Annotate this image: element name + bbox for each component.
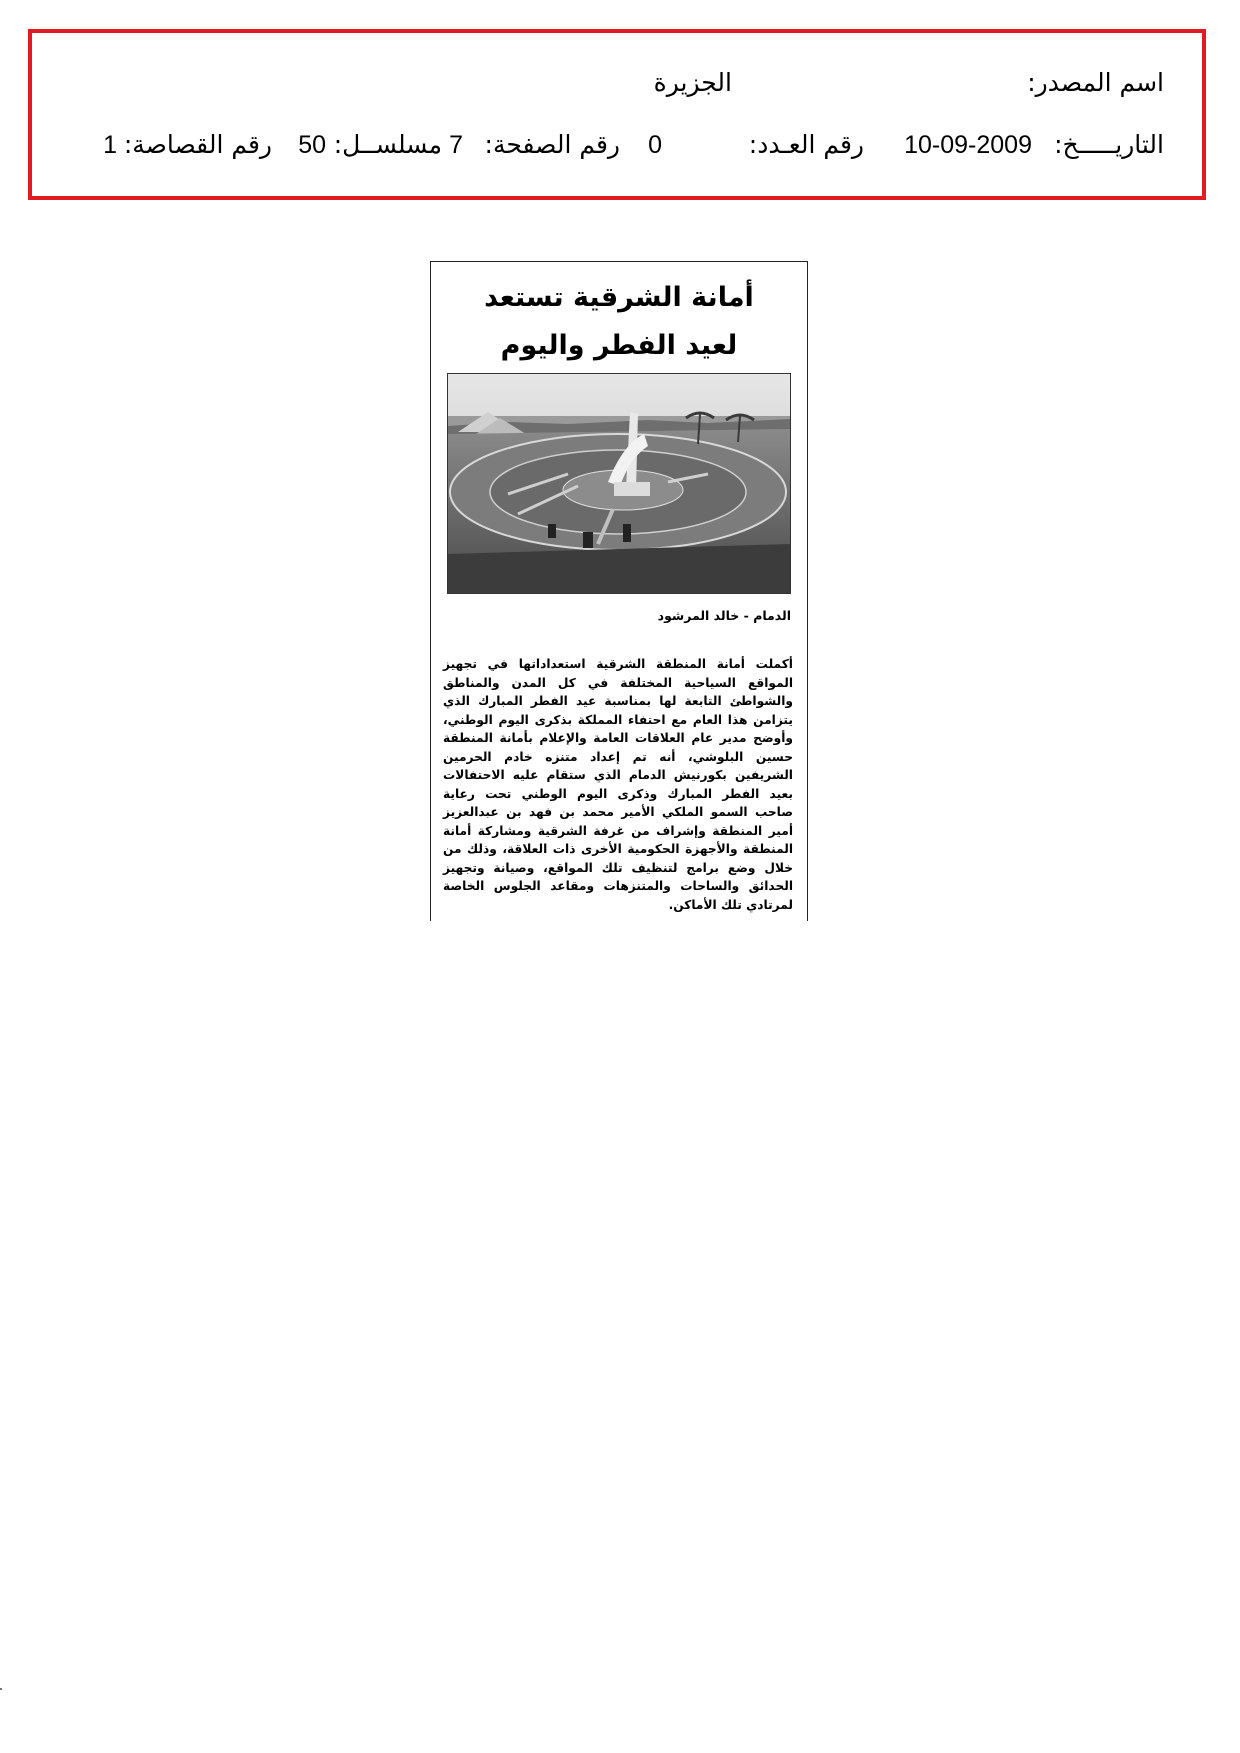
clipping-number-label: رقم القصاصة: (123, 130, 272, 159)
metadata-row-details (32, 125, 1202, 165)
issue-label: رقم العـدد: (748, 130, 864, 159)
corniche-monument-photo (448, 374, 790, 593)
page-value: 7 (449, 131, 463, 159)
article-photo (447, 373, 791, 594)
date-value: 10-09-2009 (904, 131, 1032, 159)
article-body: أكملت أمانة المنطقة الشرقية استعداداتها في تجهيز المواقع السياحية المختلفة في كل المدن والمناطق والشواطئ التابعة لها بمناسبة عيد الفطر المبارك الذي يتزامن هذا العام مع احتفاء المملكة بذكرى اليوم الوطني، وأوضح مدير عام العلاقات العامة والإعلام بأمانة المنطقة حسين البلوشي، أنه تم إعداد متنزه خادم الحرمين الشريفين بكورنيش الدمام الذي ستقام عليه الاحتفالات بعيد الفطر المبارك وذكرى اليوم الوطني تحت رعاية صاحب السمو الملكي الأمير محمد بن فهد بن عبدالعزيز أمير المنطقة وإشراف من غرفة الشرقية ومشاركة أمانة المنطقة والأجهزة الحكومية الأخرى ذات العلاقة، وذلك من خلال وضع برامج لتنظيف تلك المواقع، وصيانة وتجهيز الحدائق والساحات والمتنزهات ومقاعد الجلوس الخاصة لمرتادي تلك الأماكن. (443, 657, 793, 912)
clipping-number-value: 1 (103, 131, 117, 159)
newspaper-clipping (430, 261, 808, 921)
serial-label: مسلســل: (333, 130, 442, 159)
source-value: الجزيرة (653, 68, 732, 97)
article-headline: أمانة الشرقية تستعد لعيد الفطر واليوم (484, 282, 754, 361)
clipping-metadata-box (28, 29, 1206, 200)
source-label: اسم المصدر: (1027, 68, 1164, 97)
scan-edge-mark (0, 1688, 2, 1690)
date-label: التاريـــــخ: (1054, 130, 1164, 159)
article-byline: الدمام - خالد المرشود (657, 608, 791, 623)
metadata-row-source (32, 63, 1202, 103)
serial-value: 50 (298, 131, 326, 159)
issue-value: 0 (648, 131, 662, 159)
page-label: رقم الصفحة: (484, 130, 620, 159)
